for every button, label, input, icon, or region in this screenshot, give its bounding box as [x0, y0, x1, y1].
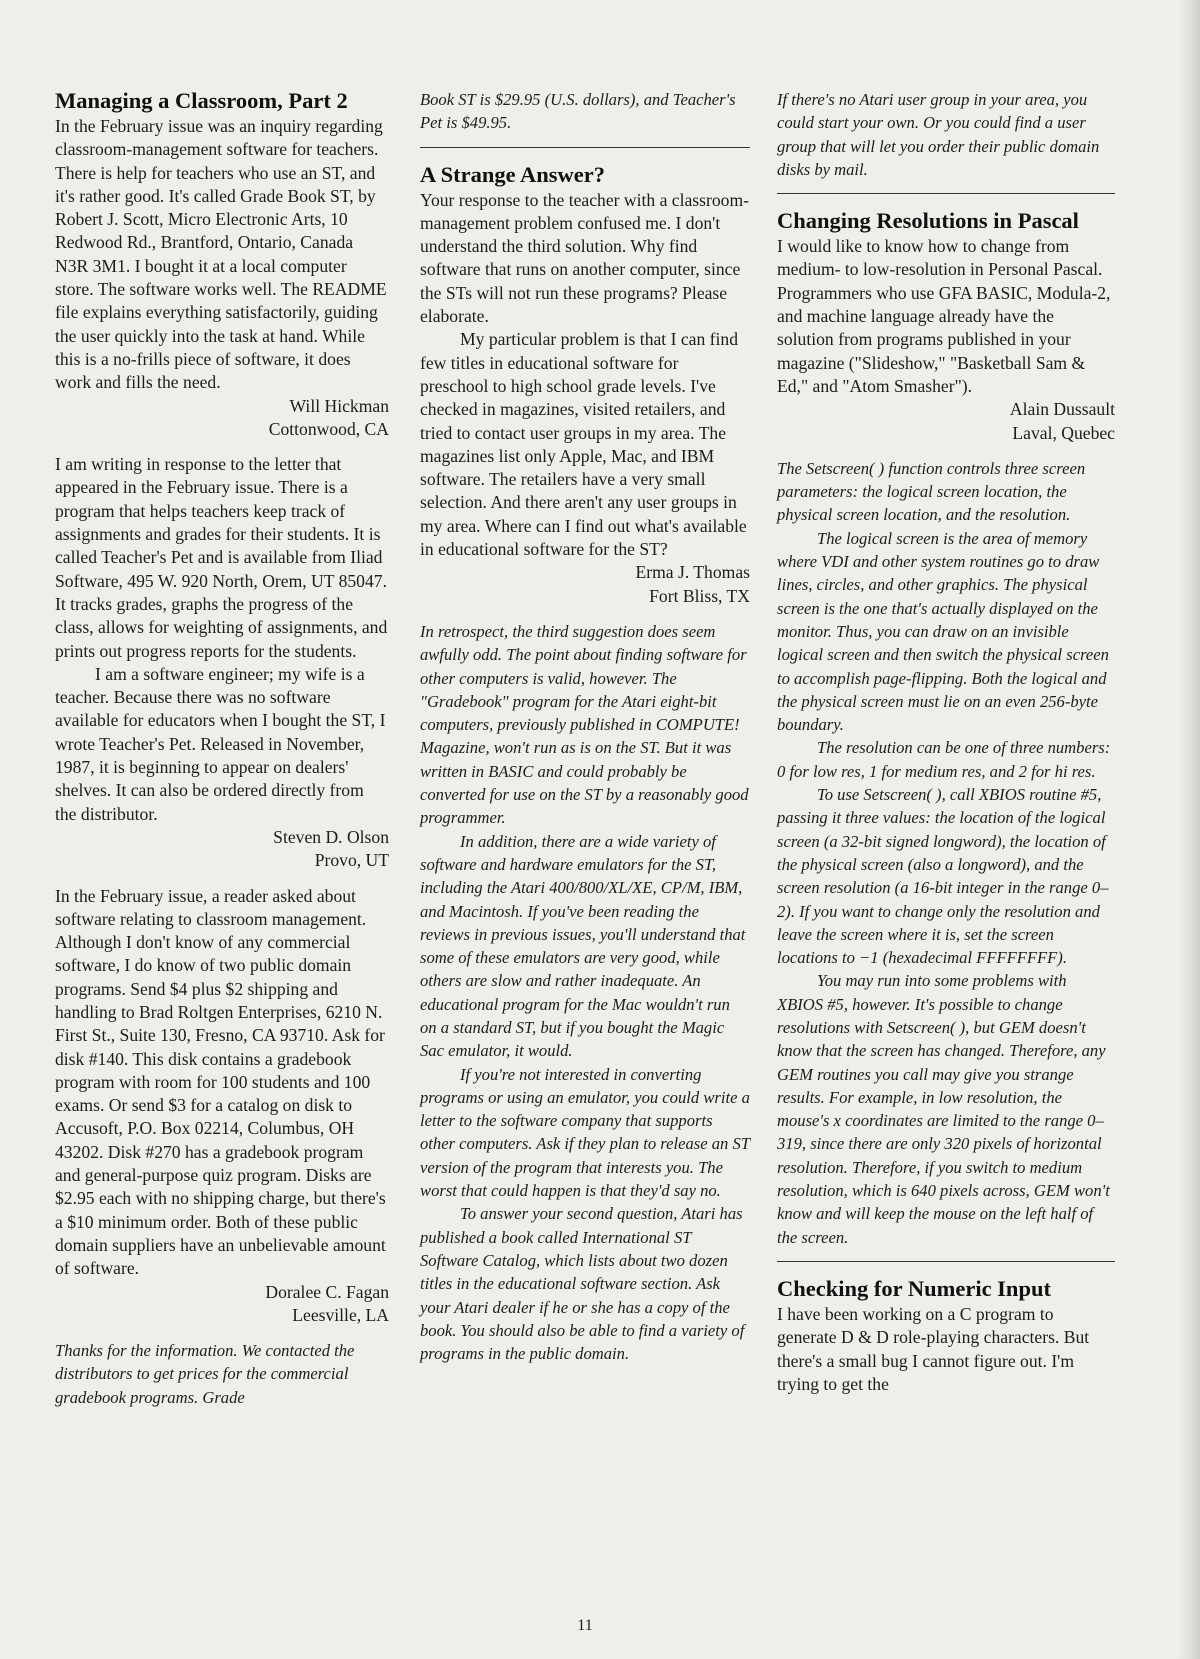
- signature-place: Laval, Quebec: [1012, 422, 1115, 443]
- signature-name: Erma J. Thomas: [635, 562, 750, 583]
- editor-reply: You may run into some problems with XBIOS #5, however. It's possible to change resolutions with Setscreen( ), but GEM doesn't know that the screen has changed. Therefore, any GEM routines you call may give you strange results. For example, in low resolution, the mouse's x coordinates are limited to the range 0–319, since there are only 320 pixels of horizontal resolution. Therefore, if you switch to medium resolution, which is 640 pixels across, GEM won't know and will keep the mouse on the left half of the screen.: [777, 971, 1110, 1247]
- letter-teachers-pet-cont: I am a software engineer; my wife is a teacher. Because there was no software available for educators when I bought the ST, I wrote Teacher's Pet. Released in November, 1987, it is beginning to appear on dealers' shelves. It can also be ordered directly from the distributor.: [55, 663, 386, 824]
- signature-place: Cottonwood, CA: [268, 418, 389, 439]
- letter-pascal: I would like to know how to change from medium- to low-resolution in Personal Pascal. Programmers who use GFA BASIC, Modula-2, and machine language already have the solution from programs published in your magazine ("Slideshow," "Basketball Sam & Ed," and "Atom Smasher").: [777, 236, 1111, 396]
- editor-reply: To answer your second question, Atari has published a book called International ST Software Catalog, which lists about two dozen titles in the educational software section. Ask your Atari dealer if he or she has a copy of the book. You should also be able to find a variety of programs in the public domain.: [420, 1204, 745, 1364]
- editor-reply-cont: If there's no Atari user group in your area, you could start your own. Or you could find a user group that will let you order their public domain disks by mail.: [777, 90, 1100, 179]
- section-divider: [420, 147, 750, 148]
- signature-name: Steven D. Olson: [273, 826, 389, 847]
- letter-strange-answer-cont: My particular problem is that I can find few titles in educational software for preschool to high school grade levels. I've checked in magazines, visited retailers, and tried to contact user groups in my area. The magazines list only Apple, Mac, and IBM software. The retailers have a very small selection. And there aren't any user groups in my area. Where can I find out what's available in educational software for the ST?: [420, 329, 747, 560]
- editor-reply: In addition, there are a wide variety of software and hardware emulators for the ST, including the Atari 400/800/XL/XE, CP/M, IBM, and Macintosh. If you've been reading the reviews in previous issues, you'll understand that some of these emulators are very good, while others are slow and rather inadequate. An educational program for the Mac wouldn't run on a standard ST, but if you bought the Magic Sac emulator, it would.: [420, 831, 746, 1061]
- letter-grade-book: In the February issue was an inquiry regarding classroom-management software for teachers. There is help for teachers who use an ST, and it's rather good. It's called Grade Book ST, by Robert J. Scott, Micro Electronic Arts, 10 Redwood Rd., Brantford, Ontario, Canada N3R 3M1. I bought it at a local computer store. The software works well. The README file explains everything satisfactorily, guiding the user quickly into the task at hand. While this is a no-frills piece of software, it does work and fills the need.: [55, 116, 387, 393]
- page-edge-shadow: [1178, 0, 1200, 1659]
- heading-numeric-input: Checking for Numeric Input: [777, 1275, 1051, 1301]
- column-left: [55, 88, 389, 1409]
- column-middle: [420, 88, 750, 1365]
- signature-place: Fort Bliss, TX: [649, 585, 750, 606]
- heading-strange-answer: A Strange Answer?: [420, 161, 605, 187]
- heading-changing-resolutions: Changing Resolutions in Pascal: [777, 208, 1079, 234]
- section-divider: [777, 1261, 1115, 1262]
- signature-name: Doralee C. Fagan: [265, 1281, 389, 1302]
- editor-reply: The resolution can be one of three numbers: 0 for low res, 1 for medium res, and 2 for hi res.: [777, 738, 1111, 781]
- page-number: 11: [577, 1617, 593, 1634]
- column-right: [777, 88, 1115, 1396]
- letter-strange-answer: Your response to the teacher with a classroom-management problem confused me. I don't understand the third solution. Why find software that runs on another computer, since the STs will not run these programs? Please elaborate.: [420, 189, 749, 327]
- signature-place: Leesville, LA: [292, 1304, 389, 1325]
- signature-place: Provo, UT: [314, 850, 389, 871]
- section-divider: [777, 193, 1115, 194]
- letter-teachers-pet: I am writing in response to the letter that appeared in the February issue. There is a program that helps teachers keep track of assignments and grades for their students. It is called Teacher's Pet and is available from Iliad Software, 495 W. 920 North, Orem, UT 85047. It tracks grades, graphs the progress of the class, allows for weighting of assignments, and prints out progress reports for the students.: [55, 454, 388, 661]
- editor-reply: In retrospect, the third suggestion does seem awfully odd. The point about finding software for other computers is valid, however. The "Gradebook" program for the Atari eight-bit computers, previously published in COMPUTE! Magazine, won't run as is on the ST. But it was written in BASIC and could probably be converted for use on the ST by a reasonably good programmer.: [420, 621, 749, 828]
- heading-managing-classroom: Managing a Classroom, Part 2: [55, 88, 348, 113]
- letter-public-domain: In the February issue, a reader asked about software relating to classroom management. Although I don't know of any commercial software, I do know of two public domain programs. Send $4 plus $2 shipping and handling to Brad Roltgen Enterprises, 6210 N. First St., Suite 130, Fresno, CA 93710. Ask for disk #140. This disk contains a gradebook program with room for 100 students and 100 exams. Or send $3 for a catalog on disk to Accusoft, P.O. Box 02214, Columbus, OH 43202. Disk #270 has a gradebook program and general-purpose quiz program. Disks are $2.95 each with no shipping charge, but there's a $10 minimum order. Both of these public domain suppliers have an unbelievable amount of software.: [55, 885, 386, 1279]
- editor-reply-cont: Book ST is $29.95 (U.S. dollars), and Teacher's Pet is $49.95.: [420, 90, 736, 133]
- editor-reply: The logical screen is the area of memory where VDI and other system routines go to draw lines, circles, and other graphics. The physical screen is the one that's actually displayed on the monitor. Thus, you can draw on an invisible logical screen and then switch the physical screen to accomplish page-flipping. Both the logical and the physical screen must lie on an even 256-byte boundary.: [777, 528, 1109, 735]
- editor-reply: To use Setscreen( ), call XBIOS routine #5, passing it three values: the location of the logical screen (a 32-bit signed longword), the location of the physical screen (also a longword), and the screen resolution (a 16-bit integer in the range 0–2). If you want to change only the resolution and leave the screen where it is, set the screen locations to −1 (hexadecimal FFFFFFFF).: [777, 785, 1109, 968]
- editor-reply: If you're not interested in converting programs or using an emulator, you could write a letter to the software company that supports other computers. Ask if they plan to release an ST version of the program that interests you. The worst that could happen is that they'd say no.: [420, 1064, 750, 1201]
- signature-name: Will Hickman: [289, 395, 389, 416]
- editor-reply: Thanks for the information. We contacted the distributors to get prices for the commercial gradebook programs. Grade: [55, 1341, 355, 1407]
- editor-reply: The Setscreen( ) function controls three screen parameters: the logical screen location, the physical screen location, and the resolution.: [777, 458, 1086, 525]
- signature-name: Alain Dussault: [1009, 399, 1115, 420]
- letter-numeric-input: I have been working on a C program to generate D & D role-playing characters. But there's a small bug I cannot figure out. I'm trying to get the: [777, 1303, 1090, 1394]
